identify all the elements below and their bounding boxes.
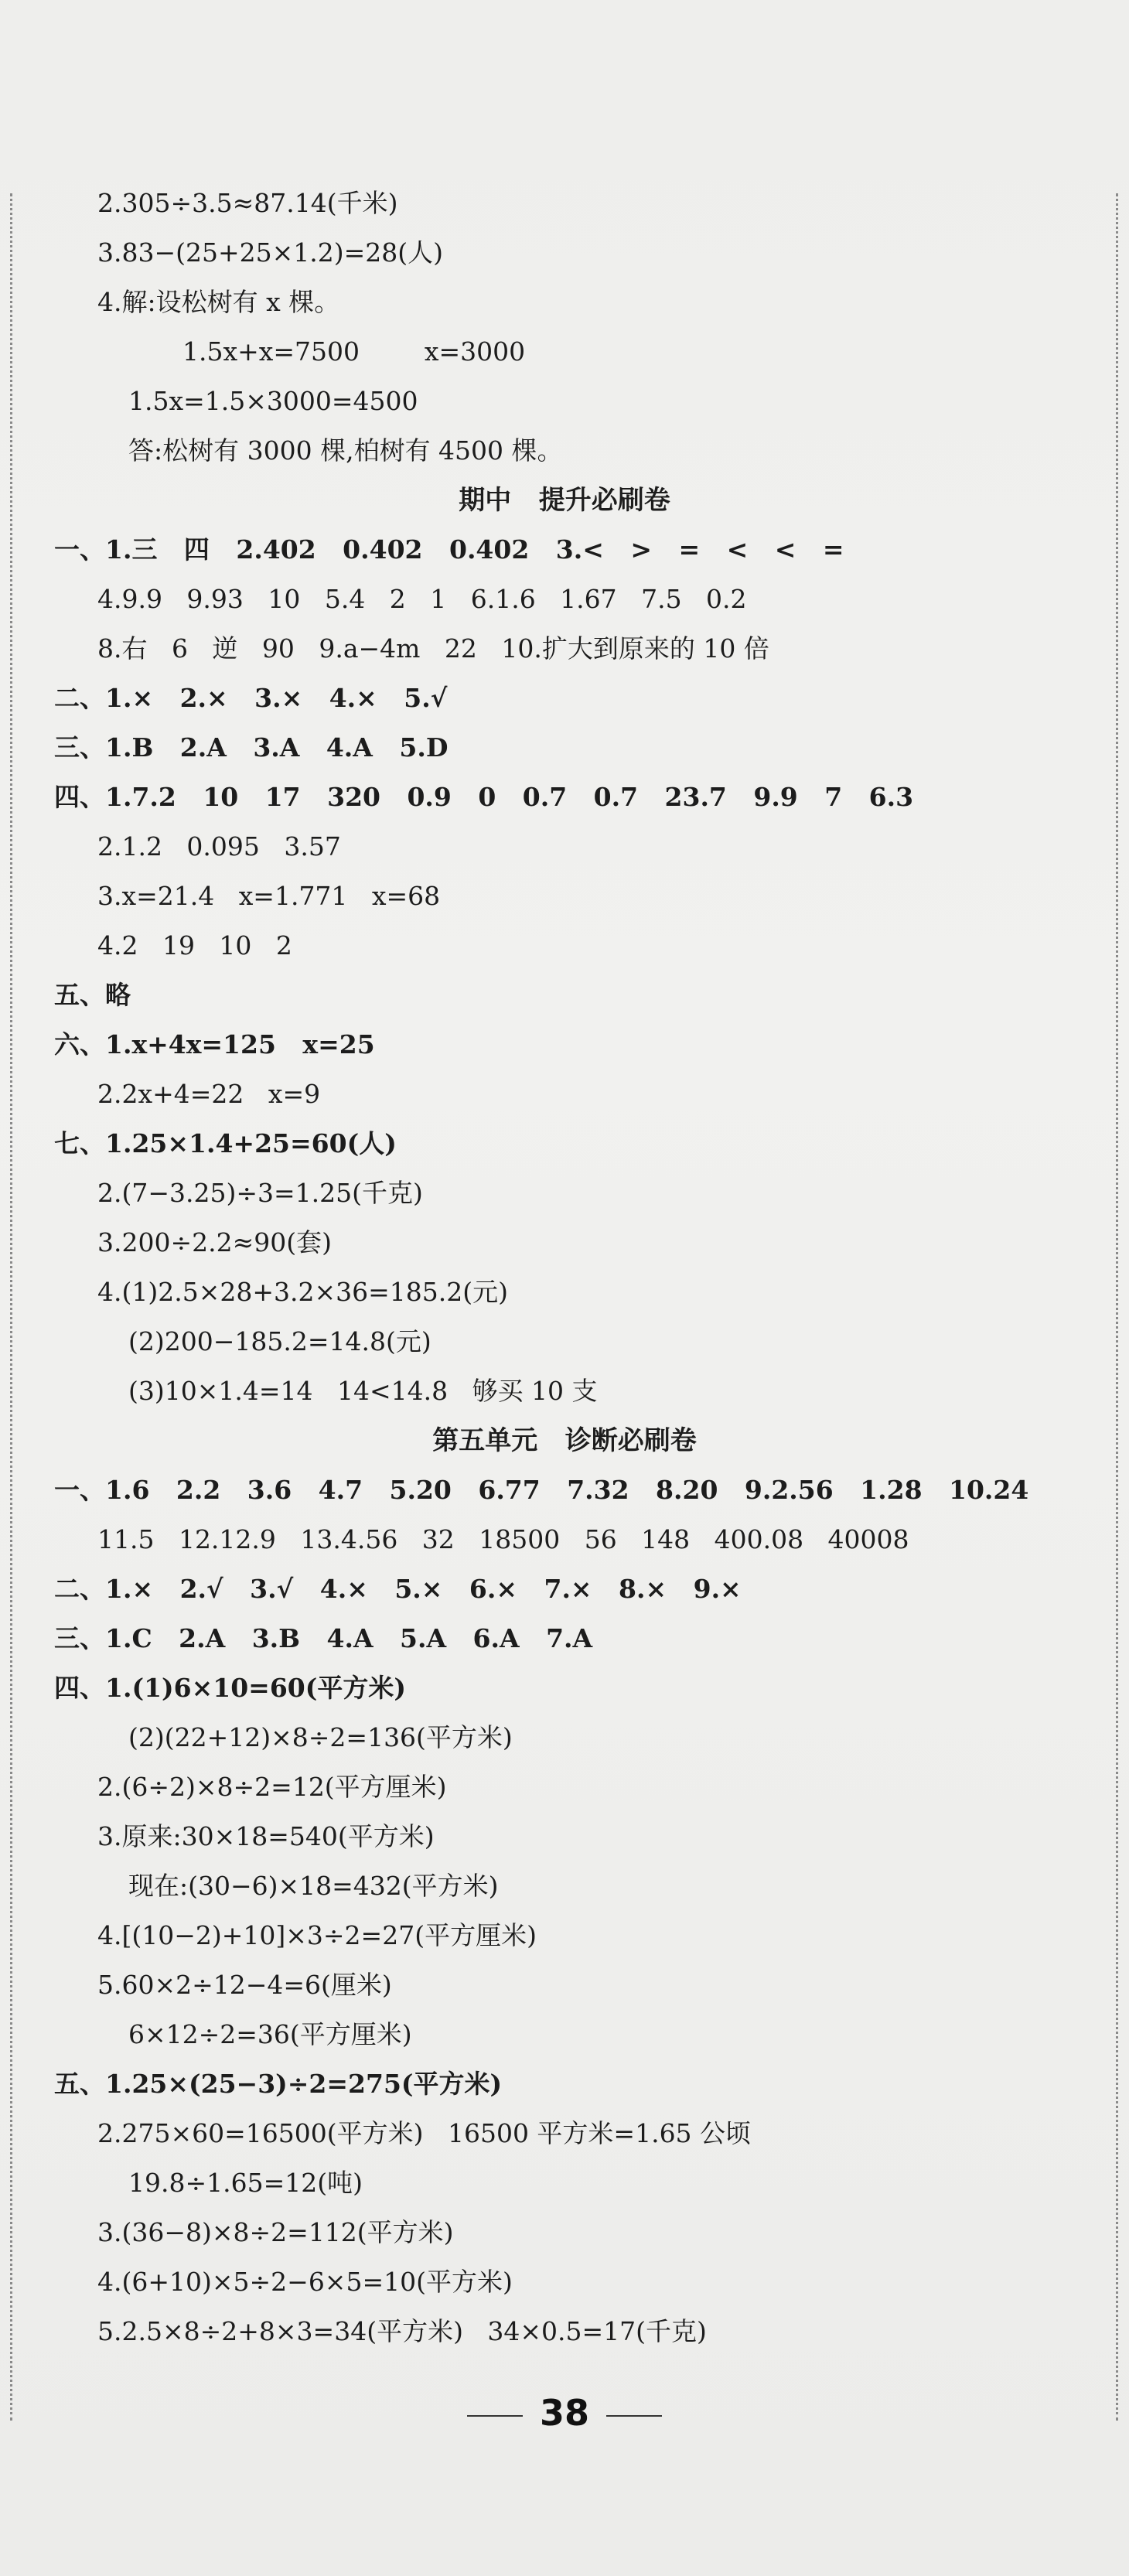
answer-line: 4.9.9 9.93 10 5.4 2 1 6.1.6 1.67 7.5 0.2 — [97, 584, 747, 614]
answer-line: (3)10×1.4=14 14<14.8 够买 10 支 — [128, 1376, 598, 1406]
answer-line: 3.(36−8)×8÷2=112(平方米) — [97, 2217, 454, 2247]
answer-line: 2.2x+4=22 x=9 — [97, 1079, 321, 1109]
right-dotted-border — [1116, 193, 1118, 2421]
answer-line: 3.x=21.4 x=1.771 x=68 — [97, 881, 441, 911]
answer-line: 二、1.× 2.× 3.× 4.× 5.√ — [54, 683, 448, 713]
answer-line: 四、1.(1)6×10=60(平方米) — [54, 1673, 406, 1703]
answer-line: 2.(7−3.25)÷3=1.25(千克) — [97, 1178, 423, 1208]
page-number-text: 38 — [539, 2392, 589, 2434]
answer-line: 一、1.三 四 2.402 0.402 0.402 3.< > = < < = — [54, 534, 844, 565]
answer-line: 七、1.25×1.4+25=60(人) — [54, 1128, 397, 1158]
answer-line: 3.83−(25+25×1.2)=28(人) — [97, 237, 444, 268]
answer-line: 五、略 — [54, 980, 131, 1010]
answer-line: 四、1.7.2 10 17 320 0.9 0 0.7 0.7 23.7 9.9 7 6.3 — [54, 782, 914, 812]
answer-line: (2)200−185.2=14.8(元) — [128, 1326, 431, 1356]
answer-line: 1.5x=1.5×3000=4500 — [128, 386, 418, 416]
answer-line: 一、1.6 2.2 3.6 4.7 5.20 6.77 7.32 8.20 9.2.56 1.28 10.24 — [54, 1475, 1029, 1505]
answer-line: 3.200÷2.2≈90(套) — [97, 1227, 332, 1257]
answer-line: 2.1.2 0.095 3.57 — [97, 831, 341, 862]
answer-line: 5.2.5×8÷2+8×3=34(平方米) 34×0.5=17(千克) — [97, 2316, 707, 2346]
answer-line: 4.解:设松树有 x 棵。 — [97, 287, 340, 317]
answer-line: 三、1.B 2.A 3.A 4.A 5.D — [54, 732, 449, 763]
answer-line: 19.8÷1.65=12(吨) — [128, 2168, 363, 2198]
answer-line: 1.5x+x=7500 x=3000 — [182, 336, 526, 367]
answer-line: 三、1.C 2.A 3.B 4.A 5.A 6.A 7.A — [54, 1623, 593, 1653]
page-number — [0, 2390, 1129, 2436]
answer-line: 4.[(10−2)+10]×3÷2=27(平方厘米) — [97, 1920, 537, 1950]
page-number-right-dash — [606, 2415, 662, 2417]
section-heading: 第五单元 诊断必刷卷 — [432, 1425, 697, 1456]
answer-line: 4.(6+10)×5÷2−6×5=10(平方米) — [97, 2267, 513, 2297]
answer-line: 2.305÷3.5≈87.14(千米) — [97, 188, 398, 218]
answer-line: 现在:(30−6)×18=432(平方米) — [128, 1871, 499, 1901]
answer-line: 6×12÷2=36(平方厘米) — [128, 2019, 412, 2049]
answer-line: 5.60×2÷12−4=6(厘米) — [97, 1970, 392, 2000]
answer-line: 4.(1)2.5×28+3.2×36=185.2(元) — [97, 1277, 508, 1307]
answer-line: 11.5 12.12.9 13.4.56 32 18500 56 148 400.08 40008 — [97, 1524, 909, 1554]
answer-line: 2.275×60=16500(平方米) 16500 平方米=1.65 公顷 — [97, 2118, 752, 2148]
answer-line: 六、1.x+4x=125 x=25 — [54, 1029, 375, 1059]
section-heading: 期中 提升必刷卷 — [459, 485, 670, 516]
answer-line: 五、1.25×(25−3)÷2=275(平方米) — [54, 2069, 503, 2099]
answer-line: 8.右 6 逆 90 9.a−4m 22 10.扩大到原来的 10 倍 — [97, 633, 769, 664]
left-dotted-border — [10, 193, 12, 2421]
answer-line: 4.2 19 10 2 — [97, 930, 292, 960]
page-number-left-dash — [467, 2415, 523, 2417]
answer-line: 答:松树有 3000 棵,柏树有 4500 棵。 — [128, 435, 563, 466]
answer-line: 二、1.× 2.√ 3.√ 4.× 5.× 6.× 7.× 8.× 9.× — [54, 1574, 742, 1604]
answer-line: 2.(6÷2)×8÷2=12(平方厘米) — [97, 1772, 447, 1802]
answer-line: 3.原来:30×18=540(平方米) — [97, 1821, 435, 1851]
answer-line: (2)(22+12)×8÷2=136(平方米) — [128, 1722, 513, 1752]
